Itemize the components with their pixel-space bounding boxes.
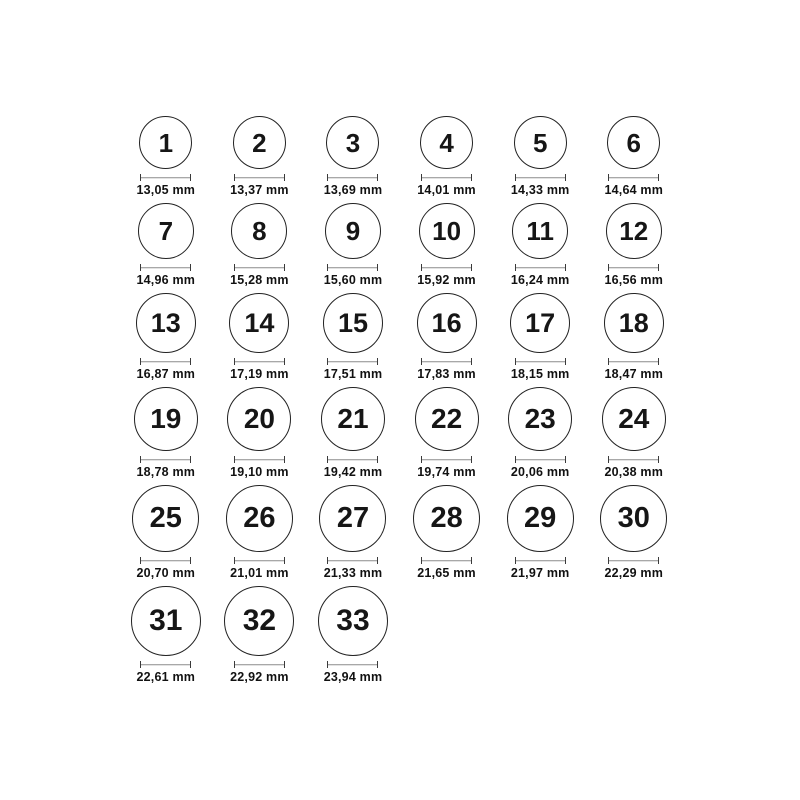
ring-size-number: 5 (532, 127, 548, 158)
diameter-label: 21,65 mm (417, 566, 476, 580)
ring-size-cell (213, 387, 307, 479)
chart-row-2 (119, 203, 681, 287)
chart-row-6 (119, 586, 681, 684)
ring-size-number: 12 (619, 216, 649, 246)
diameter-ruler-icon (421, 174, 472, 181)
diameter-label: 19,10 mm (230, 465, 289, 479)
diameter-label: 15,28 mm (230, 273, 289, 287)
ring-circle (131, 586, 201, 656)
ring-size-number: 14 (244, 307, 275, 338)
ring-circle (226, 485, 293, 552)
ring-circle (224, 586, 294, 656)
diameter-ruler-icon (327, 456, 378, 463)
ring-size-cell (213, 116, 307, 197)
diameter-label: 17,83 mm (417, 367, 476, 381)
ring-circle (508, 387, 572, 451)
ring-circle (326, 116, 379, 169)
diameter-label: 13,69 mm (323, 183, 383, 197)
ring-circle (325, 203, 381, 259)
diameter-label: 21,33 mm (323, 566, 383, 580)
ring-size-chart (119, 0, 681, 684)
ring-size-number: 13 (150, 307, 181, 338)
chart-row-1 (119, 116, 681, 197)
diameter-ruler-icon (140, 661, 191, 668)
ring-circle (600, 485, 667, 552)
diameter-ruler-icon (140, 456, 191, 463)
diameter-label: 17,51 mm (323, 367, 383, 381)
ring-circle (139, 116, 192, 169)
ring-size-number: 17 (525, 307, 556, 338)
ring-circle (417, 293, 477, 353)
ring-size-cell (493, 293, 587, 381)
diameter-ruler-icon (608, 264, 659, 271)
diameter-ruler-icon (140, 264, 191, 271)
ring-size-cell (213, 203, 307, 287)
ring-size-cell (119, 586, 213, 684)
ring-size-cell (306, 293, 400, 381)
ring-size-cell (213, 293, 307, 381)
ring-size-cell (213, 586, 307, 684)
ring-size-number: 9 (345, 216, 361, 246)
diameter-label: 19,42 mm (323, 465, 383, 479)
diameter-ruler-icon (421, 456, 472, 463)
ring-size-number: 28 (430, 502, 463, 534)
ring-size-cell (119, 203, 213, 287)
diameter-ruler-icon (421, 557, 472, 564)
diameter-label: 18,78 mm (136, 465, 196, 479)
ring-circle (604, 293, 664, 353)
diameter-label: 14,33 mm (510, 183, 570, 197)
diameter-label: 23,94 mm (323, 670, 383, 684)
ring-size-number: 32 (242, 604, 277, 637)
diameter-label: 20,70 mm (136, 566, 196, 580)
chart-row-5 (119, 485, 681, 580)
diameter-label: 22,29 mm (604, 566, 664, 580)
ring-size-cell (119, 293, 213, 381)
diameter-ruler-icon (608, 557, 659, 564)
diameter-ruler-icon (327, 557, 378, 564)
ring-size-number: 33 (336, 604, 370, 637)
diameter-ruler-icon (608, 358, 659, 365)
diameter-label: 18,47 mm (604, 367, 664, 381)
diameter-label: 14,96 mm (136, 273, 196, 287)
diameter-ruler-icon (234, 264, 285, 271)
diameter-label: 22,92 mm (230, 670, 289, 684)
ring-size-cell (400, 485, 494, 580)
ring-size-cell (493, 116, 587, 197)
ring-circle (136, 293, 196, 353)
ring-size-number: 29 (524, 502, 557, 534)
ring-size-number: 11 (526, 216, 554, 246)
diameter-ruler-icon (327, 661, 378, 668)
ring-circle (510, 293, 570, 353)
ring-circle (319, 485, 386, 552)
ring-size-number: 10 (432, 216, 462, 246)
ring-size-number: 23 (524, 403, 556, 434)
diameter-label: 20,06 mm (510, 465, 570, 479)
ring-size-number: 15 (337, 307, 368, 338)
ring-circle (606, 203, 662, 259)
ring-size-cell (587, 485, 681, 580)
ring-size-cell (400, 387, 494, 479)
ring-size-number: 6 (626, 127, 641, 158)
ring-circle (514, 116, 567, 169)
diameter-ruler-icon (608, 174, 659, 181)
ring-circle (227, 387, 291, 451)
diameter-label: 15,92 mm (417, 273, 476, 287)
ring-size-number: 19 (150, 403, 182, 434)
ring-circle (138, 203, 194, 259)
ring-circle (231, 203, 287, 259)
diameter-label: 13,37 mm (230, 183, 289, 197)
ring-size-cell (119, 485, 213, 580)
ring-circle (607, 116, 660, 169)
ring-circle (321, 387, 385, 451)
diameter-ruler-icon (140, 174, 191, 181)
ring-circle (134, 387, 198, 451)
ring-circle (229, 293, 289, 353)
ring-size-cell (306, 203, 400, 287)
ring-size-number: 22 (431, 403, 463, 434)
ring-size-number: 8 (252, 216, 267, 246)
ring-circle (413, 485, 480, 552)
ring-size-number: 2 (252, 127, 267, 158)
ring-circle (420, 116, 473, 169)
ring-size-cell (493, 485, 587, 580)
ring-size-cell (587, 293, 681, 381)
diameter-label: 20,38 mm (604, 465, 664, 479)
ring-size-cell (400, 116, 494, 197)
chart-row-4 (119, 387, 681, 479)
diameter-label: 15,60 mm (323, 273, 383, 287)
diameter-ruler-icon (327, 358, 378, 365)
ring-size-number: 25 (149, 502, 182, 534)
ring-size-cell (587, 387, 681, 479)
diameter-ruler-icon (327, 264, 378, 271)
diameter-label: 21,01 mm (230, 566, 289, 580)
ring-size-number: 16 (431, 307, 462, 338)
ring-size-cell (493, 203, 587, 287)
diameter-label: 14,01 mm (417, 183, 476, 197)
ring-size-cell (306, 387, 400, 479)
ring-size-cell (119, 387, 213, 479)
diameter-ruler-icon (421, 264, 472, 271)
diameter-ruler-icon (234, 661, 285, 668)
ring-circle (415, 387, 479, 451)
ring-circle (419, 203, 475, 259)
chart-row-3 (119, 293, 681, 381)
diameter-ruler-icon (327, 174, 378, 181)
ring-size-number: 7 (158, 216, 174, 246)
ring-size-number: 18 (618, 307, 649, 338)
ring-size-number: 20 (243, 403, 275, 434)
diameter-ruler-icon (515, 174, 566, 181)
diameter-label: 19,74 mm (417, 465, 476, 479)
ring-circle (132, 485, 199, 552)
ring-size-number: 26 (243, 502, 276, 534)
ring-size-number: 24 (618, 403, 650, 434)
diameter-ruler-icon (234, 557, 285, 564)
diameter-ruler-icon (515, 358, 566, 365)
ring-size-cell (587, 116, 681, 197)
diameter-label: 22,61 mm (136, 670, 196, 684)
diameter-label: 16,56 mm (604, 273, 664, 287)
diameter-ruler-icon (515, 456, 566, 463)
ring-size-number: 4 (439, 127, 454, 158)
diameter-label: 13,05 mm (136, 183, 196, 197)
diameter-ruler-icon (515, 264, 566, 271)
diameter-label: 14,64 mm (604, 183, 664, 197)
ring-size-cell (400, 203, 494, 287)
diameter-label: 16,24 mm (510, 273, 570, 287)
ring-size-cell (213, 485, 307, 580)
diameter-ruler-icon (140, 557, 191, 564)
diameter-label: 16,87 mm (136, 367, 196, 381)
diameter-ruler-icon (234, 358, 285, 365)
ring-circle (323, 293, 383, 353)
diameter-label: 18,15 mm (510, 367, 570, 381)
ring-circle (318, 586, 388, 656)
ring-size-number: 1 (158, 127, 174, 158)
ring-size-cell (400, 293, 494, 381)
ring-size-number: 21 (337, 403, 369, 434)
ring-circle (512, 203, 568, 259)
diameter-label: 17,19 mm (230, 367, 289, 381)
ring-circle (233, 116, 286, 169)
diameter-ruler-icon (421, 358, 472, 365)
diameter-ruler-icon (234, 456, 285, 463)
diameter-label: 21,97 mm (510, 566, 570, 580)
diameter-ruler-icon (608, 456, 659, 463)
ring-circle (507, 485, 574, 552)
diameter-ruler-icon (515, 557, 566, 564)
ring-size-cell (306, 116, 400, 197)
ring-size-cell (119, 116, 213, 197)
ring-size-cell (306, 485, 400, 580)
ring-size-number: 30 (617, 502, 650, 534)
diameter-ruler-icon (234, 174, 285, 181)
ring-size-cell (306, 586, 400, 684)
ring-size-cell (587, 203, 681, 287)
ring-circle (602, 387, 666, 451)
diameter-ruler-icon (140, 358, 191, 365)
ring-size-number: 27 (336, 502, 370, 534)
ring-size-number: 31 (149, 604, 183, 637)
ring-size-number: 3 (345, 127, 361, 158)
ring-size-cell (493, 387, 587, 479)
